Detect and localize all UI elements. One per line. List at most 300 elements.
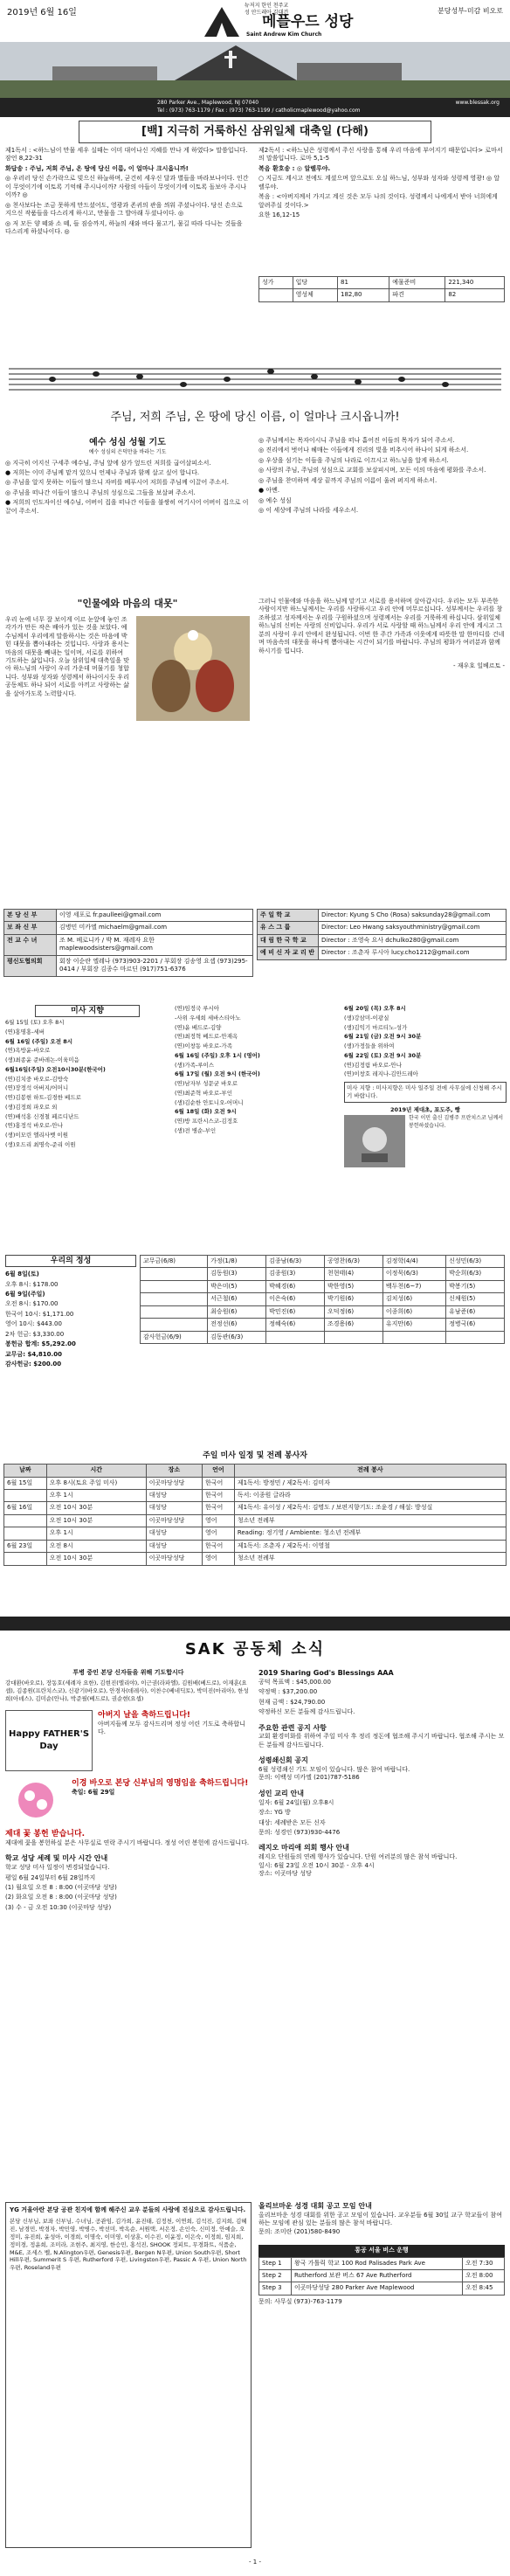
finance-left [5, 1255, 136, 1444]
appeal-line: 현재 금액 : $24,790.00 [258, 1698, 326, 1706]
header-photo [0, 42, 510, 98]
staff-contact: 조 M. 베로니카 / 박 M. 재레자 요한 maplewoodsisters@gmail.com [57, 934, 253, 955]
litany-line: ◎ 주님을 알지 못하는 이들이 많으니 자비를 베푸시어 저희를 주님께 이끌어 주소서. [5, 479, 229, 487]
gathering-contact: 문의: 이백성 미카엘 (201)787-5186 [258, 1774, 360, 1782]
thanks-box [5, 2202, 252, 2548]
hymn-cell: 성가 [259, 277, 293, 289]
school-line: (1) 월요일 오전 8 : 8:00 (이곳마당 성당) [5, 1883, 117, 1891]
staff-role: 대 림 한 국 학 교 [258, 934, 319, 946]
table-row [4, 1514, 507, 1527]
psalm: 화답송 : 주님, 저희 주님, 온 땅에 당신 이름, 이 얼마나 크시옵니까! [5, 164, 189, 172]
column-header: 장소 [146, 1465, 202, 1477]
table-cell [324, 1331, 382, 1343]
psalm-verse-1: ◎ 우러러 당신 손가락으로 빚으신 하늘하며, 굳건히 세우신 달과 별들을 바라보나이다. 인간이 무엇이기에 이토록 기억해 주시나이까? 사람의 아들이 무엇이기에 이토록 돌보아 주시나이까? ◎ [5, 175, 249, 199]
intention-item: 6월 16일 (주일) 오후 1시 (영어) [175, 1051, 260, 1059]
news-left [5, 1669, 252, 2193]
table-row [4, 922, 253, 934]
intention-item: (생)최종윤 준바레논-이육미음 [5, 1056, 79, 1064]
litany-line: ◎ 예수 성심 [258, 496, 292, 504]
intention-item: (연)방 프란시스코-김정호 [175, 1118, 238, 1125]
title-banner [0, 121, 510, 143]
finance-line: 오전 8시: $170.00 [5, 1300, 59, 1308]
table-cell: 오후 1시 [46, 1490, 146, 1502]
table-cell: 영어 [202, 1527, 234, 1540]
church-name-en: Saint Andrew Kim Church [246, 31, 322, 38]
hymn-cell: 영성체 [293, 289, 337, 301]
staff-role: 유 스 그 룹 [258, 922, 319, 934]
table-cell: 오전 8시 [46, 1540, 146, 1552]
bottom-section [0, 2202, 510, 2552]
mass-intentions-section [0, 1005, 510, 1250]
intention-item: 6월 16일 (주일) 오전 8시 [5, 1037, 73, 1045]
intention-item: -사위 우세희 세바스티아노 [175, 1014, 241, 1021]
table-cell [4, 1514, 47, 1527]
table-row [4, 1553, 507, 1565]
first-reading: 제1독서 : <하느님이 만물 세우 실때는 이미 대어나신 지혜를 만나 게 하였다> 말씀입니다. 잠언 8,22-31 [5, 147, 248, 163]
table-cell: 이곳마당성당 [146, 1553, 202, 1565]
gospel-ref: 요한 16,12-15 [258, 211, 300, 219]
staff-contact: Director: Kyung S Cho (Rosa) saksunday28@gmail.com [319, 910, 507, 922]
table-cell: 오후 8시(토요 주일 미사) [46, 1477, 146, 1489]
table-row [259, 2282, 505, 2295]
table-row [259, 2257, 505, 2269]
intention-item: 6월16일(주일) 오전10시30분(한국어) [5, 1065, 106, 1073]
intention-item: 6월 21일 (금) 오전 9시 30분 [344, 1033, 422, 1041]
table-cell: Step 2 [259, 2269, 292, 2282]
youth-line: 장소: YG 방 [258, 1809, 291, 1817]
table-cell: 한국어 [202, 1502, 234, 1514]
litany-left [5, 437, 250, 594]
feast-date: 축일: 6월 29일 [72, 1788, 115, 1796]
table-row [4, 1490, 507, 1502]
litany-line: ◎ 우상을 섬기는 이들을 주님의 나라로 이끄시고 하느님을 알게 하소서. [258, 456, 449, 464]
hymn-cell: 입당 [293, 277, 337, 289]
table-cell: Reading: 정기영 / Ambiente: 청소년 전례부 [234, 1527, 506, 1540]
finance-line: 교무금: $4,810.00 [5, 1350, 62, 1358]
dues-table [140, 1255, 505, 1344]
intention-item: (연)옥방윤-바오로 [5, 1047, 51, 1055]
intention-item: (연)장정석 아버지/어머니 [5, 1084, 69, 1092]
table-cell [4, 1527, 47, 1540]
table-cell: Step 1 [259, 2257, 292, 2269]
essay-section [0, 598, 510, 904]
church-name-kr: 성 안드레아 김대건 [245, 10, 289, 16]
youth-title: 성인 교리 안내 [258, 1789, 304, 1797]
staff-right [257, 909, 507, 960]
intentions-col2 [175, 1005, 341, 1246]
litany-line: ◎ 주님을 떠나간 이들이 많으니 주님의 성심으로 그들을 보살펴 주소서. [5, 488, 196, 496]
table-cell: 오전 10시 30분 [46, 1514, 146, 1527]
table-cell: 대성당 [146, 1540, 202, 1552]
sak-title: SAK 공동체 소식 [184, 1640, 326, 1658]
table-row [258, 934, 507, 946]
litany-line: ◎ 주님을 찬미하며 세상 끝까지 주님의 이름이 울려 퍼지게 하소서. [258, 476, 438, 484]
table-cell: 제1독서: 방정민 / 제2독서: 김미자 [234, 1477, 506, 1489]
bus-contact: 문의: 사무실 (973)-763-1179 [258, 2297, 342, 2305]
mass-intentions-title: 미사 지향 [35, 1005, 140, 1017]
table-cell [141, 1280, 208, 1292]
table-cell: 영어 [202, 1514, 234, 1527]
finance-line: 오후 8시: $178.00 [5, 1280, 59, 1288]
fathers-day-title: 아버지 날을 축하드립니다! [98, 1710, 191, 1720]
table-cell: 조경용(6) [324, 1319, 382, 1331]
essay-title: "인물에와 마음의 대못" [77, 598, 178, 609]
youth-line: 일자: 6월 24일(월) 오후8시 [258, 1798, 334, 1806]
table-cell: 박한영(5) [324, 1280, 382, 1292]
intention-item: (연)최정혁 베드로-안재옥 [175, 1033, 238, 1041]
table-cell: 김치성(6) [382, 1293, 445, 1305]
pilgrim-title: 레지오 마리애 의회 행사 안내 [258, 1844, 349, 1852]
table-cell: 이곳마당성당 [146, 1477, 202, 1489]
table-cell: 김종남(6/3) [266, 1256, 325, 1268]
staff-role: 주 일 학 교 [258, 910, 319, 922]
table-cell [4, 1553, 47, 1565]
sak-banner [0, 1639, 510, 1665]
table-header-row [4, 1465, 507, 1477]
music-caption: 주님, 저희 주님, 온 땅에 당신 이름, 이 얼마나 크시옵니까! [110, 411, 400, 425]
hymn-cell: 파견 [389, 289, 445, 301]
table-row [258, 910, 507, 922]
litany-line: ◎ 지극히 어지신 구세주 예수님, 주님 앞에 삼가 엎드린 저희를 굽어살피소서. [5, 459, 211, 467]
intention-item: (생)김익기 마르티노-성가 [344, 1023, 408, 1031]
staff-role: 평신도협의회 [4, 955, 57, 976]
table-cell: 가정(1/8) [208, 1256, 266, 1268]
litany-line: ● 아멘. [258, 487, 280, 495]
table-row [4, 1502, 507, 1514]
trinity-painting [136, 616, 250, 721]
gospel-acclamation-verse: ○ 지금도 계시고 전에도 계셨으며 앞으로도 오실 하느님, 성부와 성자와 성령께 영광! ◎ 알렐루야. [258, 175, 500, 190]
table-cell [141, 1268, 208, 1280]
finance-title: 우리의 정성 [5, 1255, 136, 1267]
donation-title: 제대 꽃 봉헌 받습니다. [5, 1829, 86, 1839]
table-cell: 대성당 [146, 1527, 202, 1540]
table-row [258, 947, 507, 959]
litany-line: ◎ 진리에서 벗어나 헤매는 이들에게 진리의 빛을 비추시어 하나이 되게 하소서. [258, 447, 469, 454]
table-row [141, 1331, 505, 1343]
column-header: 전례 봉사 [234, 1465, 506, 1477]
staff-role: 본 당 신 부 [4, 910, 57, 922]
table-cell: 박봉기(5) [446, 1280, 505, 1292]
school-title: 학교 성당 세례 및 미사 시간 안내 [5, 1854, 108, 1863]
intention-item: (생)김정희 파오로 외 [5, 1103, 58, 1111]
table-cell: 감사헌금(6/9) [141, 1331, 208, 1343]
intention-item: (연)임정국 루시아 [175, 1005, 220, 1012]
hymn-cell: 82 [445, 289, 505, 301]
pilgrim-date: 일시: 6월 23일 오전 10시 30분 - 오후 4시 [258, 1861, 375, 1869]
intention-item: (연)남자부 성문균 바오로 [175, 1080, 238, 1088]
table-cell: 공영찬(6/3) [324, 1256, 382, 1268]
table-cell: 김정학(4/4) [382, 1256, 445, 1268]
table-cell: 정병국(6) [446, 1319, 505, 1331]
feast-congrats: 이경 바오로 본당 신부님의 영명임을 축하드립니다! [72, 1778, 249, 1788]
school-line: 학교 성당 미사 일정이 변경되었습니다. [5, 1864, 110, 1872]
news-section [0, 1669, 510, 2193]
table-cell: 오전 8:45 [462, 2282, 504, 2295]
table-cell: 유남준(6) [446, 1305, 505, 1318]
staff-contact: Director : 조영숙 요사 dchulko280@gmail.com [319, 934, 507, 946]
table-row [4, 1527, 507, 1540]
appeal-line: 약정액 : $37,200.00 [258, 1688, 318, 1696]
youth-line: 대상: 세례받은 모든 신자 [258, 1818, 326, 1826]
staff-role: 보 좌 신 부 [4, 922, 57, 934]
finance-line: 6월 9일(주일) [5, 1291, 45, 1298]
staff-role: 예 비 신 자 교 리 반 [258, 947, 319, 959]
intention-item: (생)전 병순-부인 [175, 1126, 217, 1134]
gospel-acclamation: 복음 환호송 : ◎ 알렐루야. [258, 164, 331, 172]
intention-item: (연)이창동 바오로-가족 [175, 1042, 232, 1050]
feast-icon [5, 1778, 66, 1822]
intention-item: (연)배석홍 신경철 페르디난드 [5, 1112, 79, 1120]
prayer-title: 투병 중인 본당 신자들을 위해 기도합시다 [72, 1669, 184, 1676]
intention-item: 6월 15일 (토) 오후 8시 [5, 1019, 65, 1026]
essay-right [258, 598, 505, 904]
table-row [4, 1477, 507, 1489]
litany-subtitle: 예수 성심의 은덕만을 바라는 기도 [88, 448, 167, 455]
staff-contact: 이영 세포로 fr.paulleei@gmail.com [57, 910, 253, 922]
litany-line: ● 저희는 이미 주님께 맡겨 있으니 언제나 주님과 함께 살고 싶어 합니다. [5, 469, 200, 477]
hymn-table [258, 276, 505, 302]
intention-item: 6월 18일 (화) 오전 9시 [175, 1108, 237, 1116]
notice-title: 올리브마운 성경 대회 공고 모임 안내 [258, 2202, 372, 2210]
page-header [0, 0, 510, 42]
finance-section [0, 1255, 510, 1447]
intentions-col3 [344, 1005, 507, 1246]
table-cell: 박민진(6) [266, 1305, 325, 1318]
table-cell: 정혜숙(6) [266, 1319, 325, 1331]
table-row [259, 289, 505, 301]
table-cell: 이곳마당성당 280 Parker Ave Maplewood [291, 2282, 462, 2295]
staff-contact: Director: Leo Hwang saksyouthministry@gmail.com [319, 922, 507, 934]
notice-text: 올리브마운 성경 대회를 위한 공고 모임이 있습니다. 교우분들 6월 30일 교구 학교들이 참여하는 모임에 관심 있는 분들의 많은 참석 바랍니다. [258, 2211, 502, 2227]
school-line: (3) 수 - 금 오전 10:30 (이곳마당 성당) [5, 1903, 112, 1911]
table-cell: 한국어 [202, 1490, 234, 1502]
table-cell [4, 1490, 47, 1502]
litany-right [258, 437, 505, 594]
website-link[interactable]: www.blessak.org [455, 100, 500, 106]
schedule-section [0, 1451, 510, 1613]
footer-strip [0, 1617, 510, 1631]
table-cell: 교무금(6/8) [141, 1256, 208, 1268]
appeal-line: 약정하신 모든 분들께 감사드립니다. [258, 1708, 355, 1716]
table-row [4, 1540, 507, 1552]
intention-item: 6월 17일 (월) 오전 9시 (한국어) [175, 1070, 260, 1078]
table-cell: Step 3 [259, 2282, 292, 2295]
church-logo-icon [203, 3, 241, 38]
second-reading: 제2독서 : <하느님은 성령께서 주신 사랑을 통해 우리 마음에 부어지기 때문입니다> 로마서의 말씀입니다. 로마 5,1-5 [258, 147, 503, 163]
hymn-cell: 81 [337, 277, 389, 289]
address-bar [0, 98, 510, 117]
table-cell: 독서: 이종원 글라라 [234, 1490, 506, 1502]
table-cell: 6월 15일 [4, 1477, 47, 1489]
litany-section [0, 437, 510, 594]
litany-title: 예수 성심 성월 기도 [89, 438, 166, 447]
column-header: 날짜 [4, 1465, 47, 1477]
table-row [141, 1256, 505, 1268]
intention-item: (생)이모린 엘리사벳 이원 [5, 1132, 68, 1139]
table-cell: 박순희(6/3) [446, 1268, 505, 1280]
intention-notice: 미사 지향 : 미사지향은 미사 일주일 전에 사무실에 신청해 주시기 바랍니다. [344, 1082, 507, 1103]
hymn-cell: 예물준비 [389, 277, 445, 289]
table-cell: 박혜경(6) [266, 1280, 325, 1292]
intention-item: 6월 22일 (토) 오전 9시 30분 [344, 1051, 422, 1059]
photo-note: 한국 이민 출신 김병주 프란치스코 님께서 봉헌하셨습니다. [409, 1115, 504, 1129]
psalm-verse-3: ◎ 저 모든 양 떼와 소 떼, 들 짐승까지, 하늘의 새와 바다 물고기, 물길 따라 다니는 것들을 다스리게 하셨나이다. ◎ [5, 219, 243, 235]
intention-item: (연)김정림 바오로-안나 [344, 1061, 402, 1069]
intention-item: (연)홍정석 바오로-안나 [5, 1122, 63, 1130]
table-cell: 오덕정(6) [324, 1305, 382, 1318]
page-number: - 1 - [249, 2559, 261, 2566]
table-cell: 대성당 [146, 1490, 202, 1502]
litany-line: ◎ 주님께서는 목자이시니 주님을 떠나 흩어진 이들의 목자가 되어 주소서. [258, 437, 455, 444]
feast-title: [백] 지극히 거룩하신 삼위일체 대축일 (다해) [79, 121, 431, 143]
essay-left [5, 598, 250, 904]
finance-line: 6월 8일(토) [5, 1271, 39, 1278]
table-cell: 이은숙(6) [266, 1293, 325, 1305]
readings-right [258, 147, 505, 278]
litany-line: ◎ 사랑의 주님, 주님의 성심으로 교회를 보살피시며, 모든 이의 마음에 평화를 주소서. [258, 467, 486, 474]
gathering-title: 성령쇄신회 공지 [258, 1756, 308, 1765]
litany-line: ● 저희의 인도자이신 예수님, 어버이 집을 떠나간 이들을 불쌍히 여기시어 어버이 집으로 이끌어 주소서. [5, 499, 249, 515]
psalm-verse-2: ◎ 천사보다는 조금 못하게 만드셨어도, 영광과 존귀의 관을 씌워 주셨나이다. 당신 손으로 지으신 작품들을 다스리게 하시고, 만물을 그 발아래 두셨나이다. ◎ [5, 201, 243, 218]
cleanup-title: 주요한 관련 공지 사항 [258, 1723, 327, 1732]
table-row [141, 1293, 505, 1305]
table-cell: 유지만(6) [382, 1319, 445, 1331]
table-cell: 서근철(6) [208, 1293, 266, 1305]
finance-line: 감사헌금: $200.00 [5, 1361, 62, 1368]
hymn-cell [259, 289, 293, 301]
thanks-text: YG 거울아란 본당 공관 친지에 함께 해주신 교우 분들의 사랑에 진심으로 감사드립니다. [10, 2206, 246, 2213]
column-header: 시간 [46, 1465, 146, 1477]
table-row [141, 1305, 505, 1318]
table-cell: 박기원(6) [324, 1293, 382, 1305]
table-cell: 대성당 [146, 1502, 202, 1514]
staff-role: 전 교 수 녀 [4, 934, 57, 955]
gathering-text: 6월 성령쇄신 기도 모임이 있습니다. 많은 참여 바랍니다. [258, 1766, 410, 1774]
table-cell: 오전 10시 30분 [46, 1553, 146, 1565]
table-cell: 김종원(3) [266, 1268, 325, 1280]
fathers-day-card: Happy FATHER'S Day [5, 1710, 93, 1771]
table-cell: 6월 16일 [4, 1502, 47, 1514]
schedule-grid [3, 1464, 507, 1566]
table-cell: 제1독서: 유이성 / 제2독서: 김명도 / 보편지향기도: 조윤경 / 해설: 방성실 [234, 1502, 506, 1514]
school-line: 평일 6월 24일부터 6월 28일까지 [5, 1873, 96, 1881]
header-date: 2019년 6월 16일 [7, 8, 77, 17]
readings-section [0, 147, 510, 357]
table-cell: 영어 [202, 1553, 234, 1565]
bus-grid [258, 2257, 505, 2296]
table-cell: 이종희(6) [382, 1305, 445, 1318]
table-cell: 백두천(6~7) [382, 1280, 445, 1292]
table-cell: 신채원(5) [446, 1293, 505, 1305]
intention-item: (연)홍명홍-세버 [5, 1028, 45, 1035]
church-name-main: 메플우드 성당 [262, 13, 354, 31]
litany-line: ◎ 이 세상에 주님의 나라를 세우소서. [258, 507, 359, 515]
table-cell: 전정선(6) [208, 1319, 266, 1331]
photo-caption: 2019년 제대초, 포도주, 빵 [389, 1105, 461, 1113]
bottom-right [258, 2202, 505, 2548]
prayer-names: 강대환(바오로), 장동호(세례자 요한), 김현진(엘리야), 이근권(라파엘), 김원배(베드로), 이재훈(요셉), 김종원(프란치스코), 신광기(바오로), 안경자(데레사), 이찬수(베네딕토), 박미진(마리아), 한성희(아녜스), 김미순(안나), 박준필(베드로), 권순현(요셉) [5, 1679, 249, 1702]
intention-item: (연)이창호 레지나-김안드레아 [344, 1070, 418, 1078]
pilgrim-text: 레지오 단원들의 연례 행사가 있습니다. 단원 여러분의 많은 참석 바랍니다. [258, 1853, 458, 1861]
table-cell: 김동원(3) [208, 1268, 266, 1280]
intention-item: (생)강삼미-이광실 [344, 1014, 389, 1021]
table-cell: 이정묵(6/3) [382, 1268, 445, 1280]
table-cell: Rutherford 보관 버스 67 Ave Rutherford [291, 2269, 462, 2282]
contact-info: Tel : (973) 763-1179 / Fax : (973) 763-1199 / catholicmaplewood@yahoo.com [157, 107, 361, 114]
dues-grid [140, 1255, 505, 1344]
table-cell: 박은미(5) [208, 1280, 266, 1292]
staff-contact: 김병민 미카엘 michaelm@gmail.com [57, 922, 253, 934]
staff-contact: Director : 조춘자 루시아 lucy.cho1212@gmail.com [319, 947, 507, 959]
table-cell [382, 1331, 445, 1343]
table-cell [141, 1305, 208, 1318]
intention-item: (생)가족-루이스 [175, 1061, 215, 1069]
address-text: 280 Parker Ave., Maplewood, NJ 07040 [157, 100, 259, 106]
thanks-names: 본당 신부님, 보좌 신부님, 수녀님, 공관임, 김가희, 윤진태, 김정천, 이연희, 김석진, 김지희, 김혜진, 남경민, 박경자, 박민영, 박병수, 박선미, 박옥순, 서원택, 서은정, 손인숙, 신미정, 안예슬, 오정미, 유진희, 윤성아, 이경희, 이명숙, 이미영, 이상훈, 이수진, 이윤정, 이은숙, 이정희, 임지희, 정미경, 정윤희, 조미라, 조현주, 최지영, 한승민, 홍석진, SHOOK 정피트, 무경화트, 식품순, M&E, 조세스 벨, N.Alington우편, Genesis우편, Bergen N우편, Union South우편, Short Hill우편, Summerit S 우편, Rutherford 우편, Livingston우편, Passic A 우편, Union North우편, Roseland우편 [10, 2218, 247, 2272]
table-row [141, 1280, 505, 1292]
music-staff-icon [0, 360, 510, 404]
table-cell: 천현태(4) [324, 1268, 382, 1280]
staff-left [3, 909, 253, 977]
hymn-cell: 182,80 [337, 289, 389, 301]
appeal-line: 공덕 목표액 : $45,000.00 [258, 1678, 331, 1686]
issue-info: 분당성부-미감 비오로 [438, 7, 503, 15]
school-line: (2) 화요일 오전 8 : 8:00 (이곳마당 성당) [5, 1894, 117, 1901]
music-section [0, 360, 510, 433]
table-cell: 신성민(6/3) [446, 1256, 505, 1268]
finance-line: 한국어 10시: $1,171.00 [5, 1310, 74, 1318]
fathers-day-text: 아버지들께 모두 감사드리며 정성 어린 기도로 축하합니다. [98, 1720, 245, 1736]
table-row [4, 934, 253, 955]
intentions-col1 [5, 1019, 171, 1246]
readings-left [5, 147, 250, 357]
table-row [259, 2269, 505, 2282]
church-name-small: 뉴저지 한인 천주교 [245, 3, 289, 9]
table-row [141, 1319, 505, 1331]
table-row [141, 1268, 505, 1280]
hymn-cell: 221,340 [445, 277, 505, 289]
table-cell: 한국어 [202, 1540, 234, 1552]
intention-item: (연)윤 베드로-김양 [175, 1023, 222, 1031]
table-cell: 오전 8:00 [462, 2269, 504, 2282]
finance-line: 영어 10시: $443.00 [5, 1320, 62, 1328]
youth-contact: 문의: 성경인 (973)930-4476 [258, 1829, 341, 1836]
table-cell: 이곳마당성당 [146, 1514, 202, 1527]
essay-left-text: 우리 눈에 너무 잘 보이게 이르 눈앞에 놓인 조각가가 만든 작은 배아가 있는 것을 보았다. 예수님께서 우리에게 말씀하시는 것은 마음에 박힌 대못을 뽑아내라는 것입니다. 사랑과 용서는 마음의 대못을 빼내는 일이며, 서로를 위하여 기도하는 삶입니다. 오늘 삼위일체 대축일을 맞아 하느님의 사랑이 우리 가운데 머물기를 청합니다. 성부와 성자와 성령께서 하나이시듯 우리 공동체도 하나 되어 서로를 아끼고 사랑하는 삶을 살아가도록 노력합시다. [5, 615, 129, 697]
schedule-title: 주일 미사 일정 및 전례 봉사자 [203, 1451, 307, 1460]
table-cell: 6월 23일 [4, 1540, 47, 1552]
gospel: 복음 : <아버지께서 가지고 계신 것은 모두 나의 것이다. 성령께서 나에게서 받아 너희에게 알려주실 것이다.> [258, 193, 498, 209]
table-cell: 한국어 [202, 1477, 234, 1489]
table-row [258, 922, 507, 934]
table-row [259, 277, 505, 289]
donation-text: 제대에 꽃을 봉헌하실 분은 사무실로 연락 주시기 바랍니다. 정성 어린 봉헌에 감사드립니다. [5, 1839, 250, 1846]
intention-item: (생)오드리 최명숙-준리 이원 [5, 1140, 76, 1148]
altar-photo [344, 1115, 405, 1167]
intention-item: (연)김봉현 하트-김경한 베드로 [5, 1094, 81, 1102]
table-row [4, 955, 253, 976]
table-cell: 제1독서: 조춘자 / 제2독서: 이영철 [234, 1540, 506, 1552]
intention-item: 6월 20일 (목) 오후 8시 [344, 1005, 406, 1012]
finance-line: 봉헌금 합계: $5,292.00 [5, 1340, 76, 1348]
table-cell: 청소년 전례부 [234, 1514, 506, 1527]
table-cell [266, 1331, 325, 1343]
notice-contact: 문의: 조미란 (201)580-8490 [258, 2227, 341, 2235]
news-right [258, 1669, 505, 2193]
table-cell [141, 1319, 208, 1331]
table-cell: 오전 10시 30분 [46, 1502, 146, 1514]
column-header: 언어 [202, 1465, 234, 1477]
